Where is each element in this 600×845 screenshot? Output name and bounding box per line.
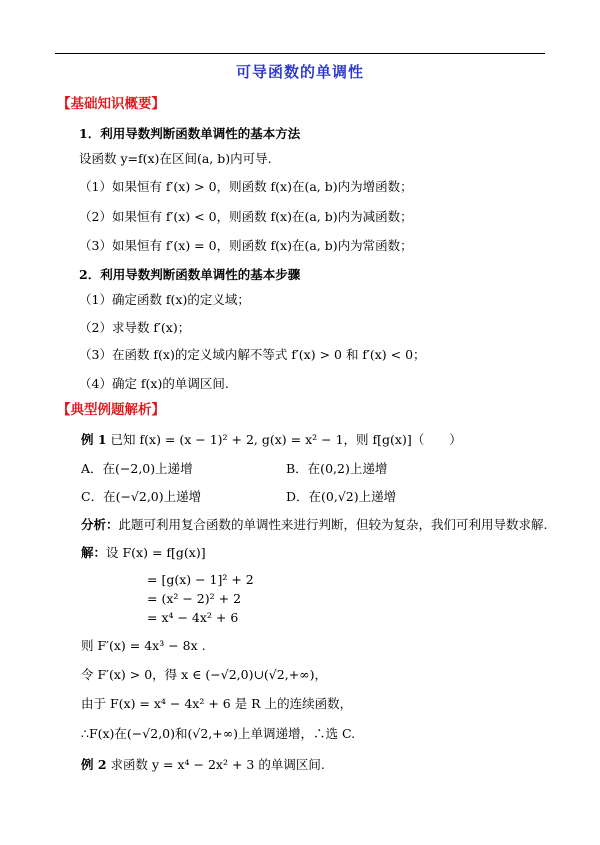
line-step-2: （2）求导数 f′(x)；	[79, 320, 191, 335]
line-method-3: （3）如果恒有 f′(x) = 0，则函数 f(x)在(a, b)内为常函数；	[79, 238, 413, 253]
example-1-label: 例 1	[81, 432, 107, 447]
example-2-text: 求函数 y = x⁴ − 2x² + 3 的单调区间.	[110, 757, 325, 772]
example-1-text: 已知 f(x) = (x − 1)² + 2, g(x) = x² − 1，则 f[g(x)]（ ）	[110, 432, 462, 447]
option-a: A．在(−2,0)上递增	[81, 461, 193, 476]
line-conclusion: ∴F(x)在(−√2,0)和(√2,+∞)上单调递增，∴选 C.	[81, 726, 356, 741]
line-step-3: （3）在函数 f(x)的定义域内解不等式 f′(x) > 0 和 f′(x) < 0；	[79, 347, 426, 362]
example-1	[81, 432, 462, 448]
line-continuous: 由于 F(x) = x⁴ − 4x² + 6 是 R 上的连续函数，	[81, 696, 353, 711]
line-step-4: （4）确定 f(x)的单调区间.	[79, 376, 229, 391]
analysis-label: 分析：	[81, 517, 119, 532]
option-b: B．在(0,2)上递增	[286, 461, 388, 476]
line-derivative: 则 F′(x) = 4x³ − 8x .	[81, 638, 206, 653]
option-c: C．在(−√2,0)上递增	[81, 489, 202, 504]
equation-line-1: = [g(x) − 1]² + 2	[147, 572, 254, 587]
equation-line-3: = x⁴ − 4x² + 6	[147, 610, 239, 625]
section-basic-knowledge: 【基础知识概要】	[57, 96, 165, 112]
solution-label: 解：	[81, 545, 107, 560]
example-2-label: 例 2	[81, 757, 107, 772]
analysis-text: 此题可利用复合函数的单调性来进行判断，但较为复杂，我们可利用导数求解.	[118, 517, 548, 532]
example-2	[81, 757, 325, 773]
analysis	[81, 517, 548, 533]
solution-text: 设 F(x) = f[g(x)]	[106, 545, 206, 560]
header-rule	[55, 53, 545, 54]
section-examples: 【典型例题解析】	[57, 402, 165, 418]
option-d: D．在(0,√2)上递增	[286, 489, 397, 504]
line-method-2: （2）如果恒有 f′(x) < 0，则函数 f(x)在(a, b)内为减函数；	[79, 209, 413, 224]
line-setup: 设函数 y=f(x)在区间(a, b)内可导.	[79, 151, 272, 166]
page-title: 可导函数的单调性	[235, 63, 364, 81]
line-let: 令 F′(x) > 0，得 x ∈ (−√2,0)∪(√2,+∞)，	[81, 667, 327, 682]
heading-steps: 2．利用导数判断函数单调性的基本步骤	[79, 267, 301, 282]
solution	[81, 545, 206, 561]
heading-method: 1．利用导数判断函数单调性的基本方法	[79, 126, 301, 141]
line-method-1: （1）如果恒有 f′(x) > 0，则函数 f(x)在(a, b)内为增函数；	[79, 179, 413, 194]
line-step-1: （1）确定函数 f(x)的定义域；	[79, 292, 250, 307]
equation-line-2: = (x² − 2)² + 2	[147, 591, 242, 606]
